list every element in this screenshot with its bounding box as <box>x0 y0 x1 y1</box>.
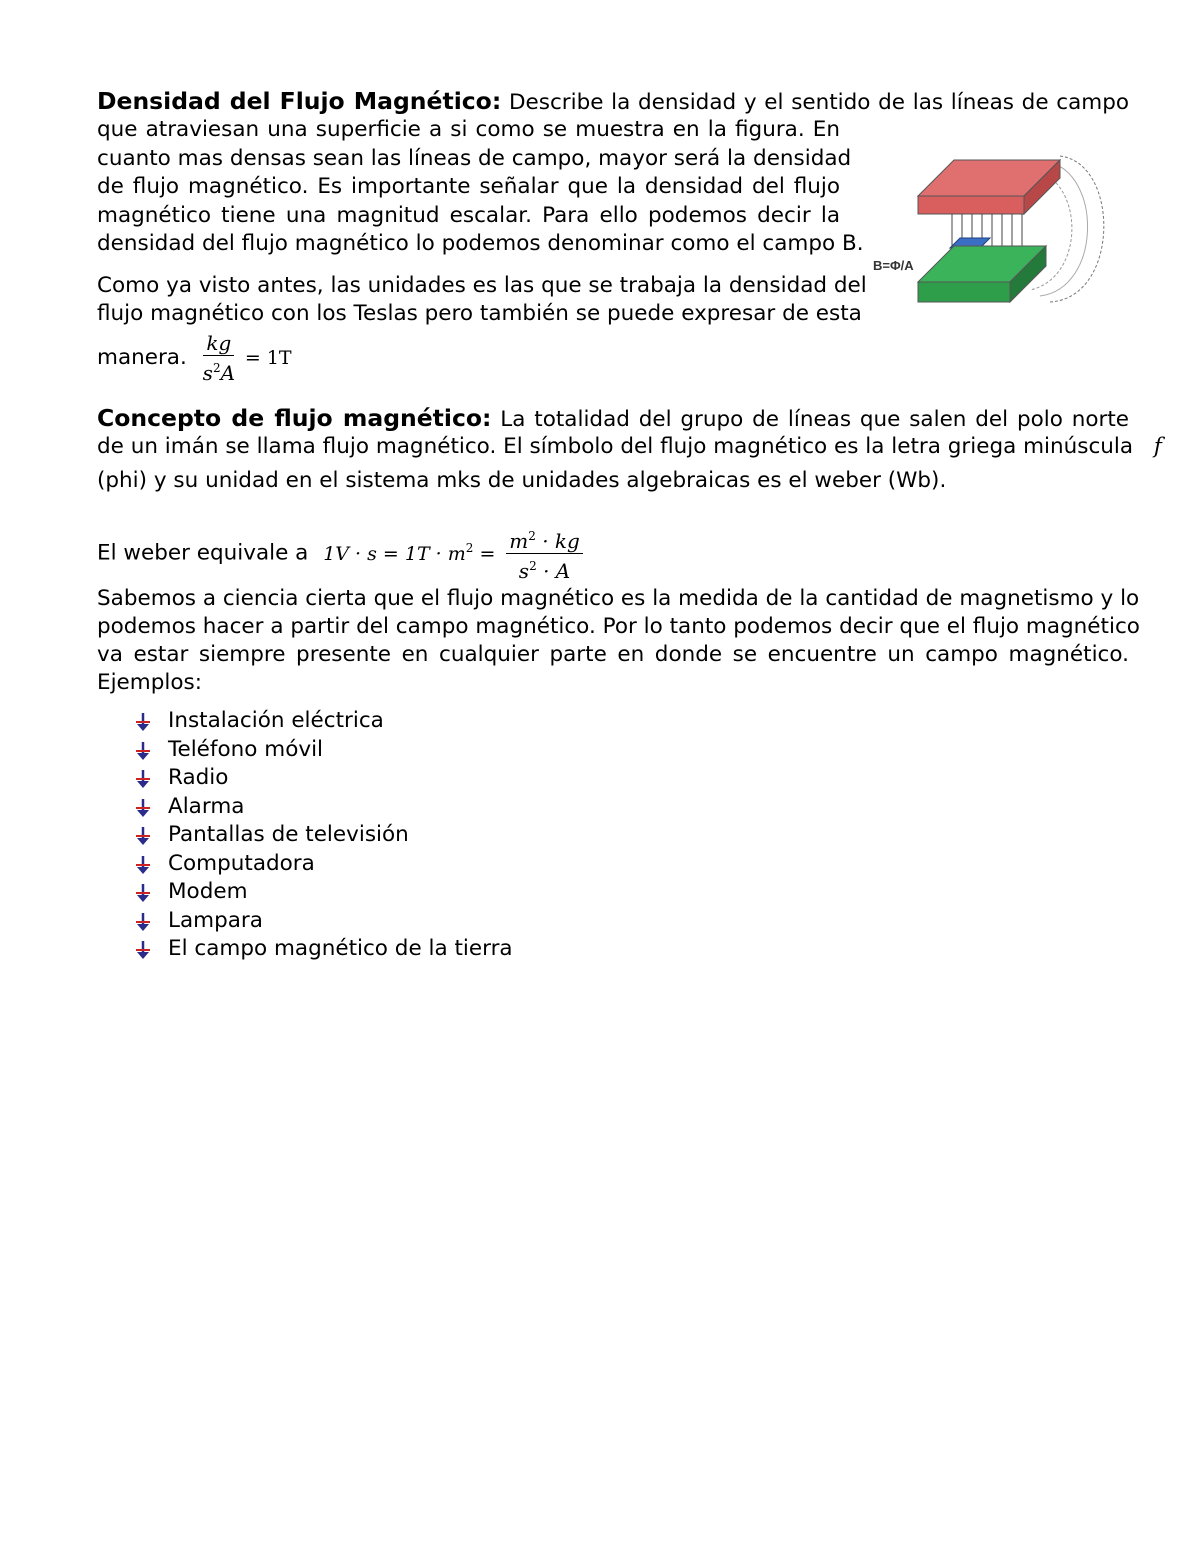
tesla-formula-rhs: = 1T <box>244 347 292 369</box>
list-item: Computadora <box>132 850 513 879</box>
weber-fraction-denominator: $s^2 \cdot A$ <box>518 559 571 583</box>
list-item: Modem <box>132 878 513 907</box>
weber-expression: $1V \cdot s = 1T \cdot m^2$ = <box>323 540 496 565</box>
arrow-down-bullet-icon <box>132 825 154 847</box>
weber-text: El weber equivale a <box>97 540 309 566</box>
section2-p3-line1: Sabemos a ciencia cierta que el flujo magnético es la medida de la cantidad de magnetismo y lo <box>97 586 1140 611</box>
section1-line3: cuanto mas densas sean las líneas de campo, mayor será la densidad <box>97 146 852 171</box>
tesla-formula-numerator: kg <box>203 332 234 356</box>
section1-line2: que atraviesan una superficie a si como se muestra en la figura. En <box>97 117 840 142</box>
section2-line3: (phi) y su unidad en el sistema mks de unidades algebraicas es el weber (Wb). <box>97 468 947 493</box>
section2-p3-line4: Ejemplos: <box>97 670 202 695</box>
weber-fraction-numerator: $m^2$ · kg <box>506 525 583 554</box>
section2-heading: Concepto de flujo magnético: <box>97 404 492 432</box>
section1-line4: de flujo magnético. Es importante señalar que la densidad del flujo <box>97 174 840 199</box>
list-item: Teléfono móvil <box>132 736 513 765</box>
section1-line6: densidad del flujo magnético lo podemos denominar como el campo B. <box>97 231 864 256</box>
section2-first-line <box>97 404 1129 434</box>
section1-first-line <box>97 87 1129 117</box>
section2-line2: de un imán se llama flujo magnético. El símbolo del flujo magnético es la letra griega minúscula f <box>97 434 1162 459</box>
arrow-down-bullet-icon <box>132 939 154 961</box>
arrow-down-bullet-icon <box>132 797 154 819</box>
arrow-down-bullet-icon <box>132 854 154 876</box>
tesla-formula-denominator: $s^2A$ <box>202 361 236 385</box>
weber-equivalence-line <box>97 525 583 582</box>
manera-text: manera. <box>97 345 187 370</box>
list-item: Instalación eléctrica <box>132 707 513 736</box>
examples-list <box>132 707 513 964</box>
magnetic-flux-figure <box>870 148 1120 310</box>
list-item: Lampara <box>132 907 513 936</box>
section1-p2-line1: Como ya visto antes, las unidades es las que se trabaja la densidad del <box>97 273 867 298</box>
arrow-down-bullet-icon <box>132 911 154 933</box>
weber-fraction <box>506 525 583 582</box>
section1-line5: magnético tiene una magnitud escalar. Para ello podemos decir la <box>97 203 840 228</box>
list-item: Radio <box>132 764 513 793</box>
section2-p3-line2: podemos hacer a partir del campo magnético. Por lo tanto podemos decir que el flujo magnético <box>97 614 1140 639</box>
list-item: Alarma <box>132 793 513 822</box>
section1-line1: Describe la densidad y el sentido de las líneas de campo <box>508 90 1129 115</box>
arrow-down-bullet-icon <box>132 768 154 790</box>
list-item: El campo magnético de la tierra <box>132 935 513 964</box>
section2-line1: La totalidad del grupo de líneas que salen del polo norte <box>500 407 1129 432</box>
section1-p2-line3 <box>97 332 292 384</box>
arrow-down-bullet-icon <box>132 711 154 733</box>
section1-p2-line2: flujo magnético con los Teslas pero también se puede expresar de esta <box>97 301 862 326</box>
arrow-down-bullet-icon <box>132 882 154 904</box>
section1-heading: Densidad del Flujo Magnético: <box>97 87 502 115</box>
list-item: Pantallas de televisión <box>132 821 513 850</box>
flux-density-label: B=Φ/A <box>873 258 914 273</box>
phi-symbol: f <box>1153 434 1162 459</box>
arrow-down-bullet-icon <box>132 740 154 762</box>
tesla-formula-fraction <box>200 332 238 384</box>
section2-p3-line3: va estar siempre presente en cualquier parte en donde se encuentre un campo magnético. <box>97 642 1129 667</box>
